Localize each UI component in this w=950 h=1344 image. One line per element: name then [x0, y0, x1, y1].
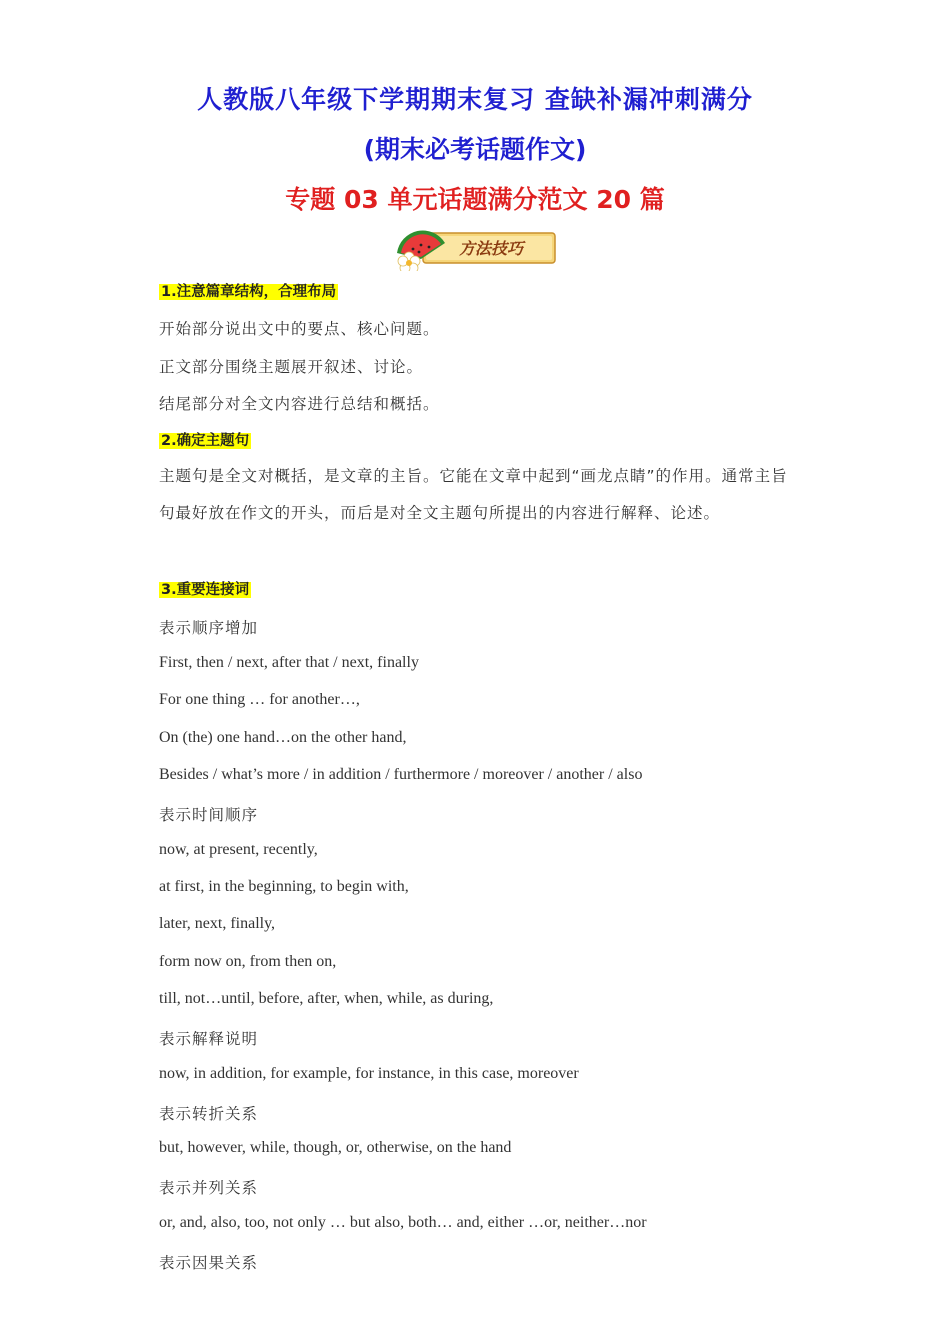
section-3-heading: 3.重要连接词	[161, 582, 250, 598]
category-contrast-line-1: but, however, while, though, or, otherwise, on the hand	[159, 1139, 512, 1156]
category-explain-line-1: now, in addition, for example, for instance, in this case, moreover	[159, 1065, 579, 1082]
category-time-line-1: now, at present, recently,	[159, 841, 318, 858]
method-badge	[393, 225, 559, 271]
section-1-para-1: 开始部分说出文中的要点、核心问题。	[159, 320, 440, 338]
section-1-heading: 1.注意篇章结构，合理布局	[161, 284, 337, 300]
category-order-label: 表示顺序增加	[159, 619, 259, 637]
category-time-line-3: later, next, finally,	[159, 915, 276, 932]
category-order-line-1: First, then / next, after that / next, finally	[159, 654, 419, 671]
category-order-line-4: Besides / what’s more / in addition / furthermore / moreover / another / also	[159, 766, 643, 783]
title-line-1: 人教版八年级下学期期末复习 查缺补漏冲刺满分	[197, 85, 753, 114]
section-1-para-2: 正文部分围绕主题展开叙述、讨论。	[159, 358, 424, 376]
badge-label: 方法技巧	[458, 239, 524, 258]
category-order-line-2: For one thing … for another…,	[159, 691, 360, 708]
category-time-line-2: at first, in the beginning, to begin with,	[159, 878, 409, 895]
category-time-line-4: form now on, from then on,	[159, 953, 337, 970]
category-order-line-3: On (the) one hand…on the other hand,	[159, 729, 407, 746]
category-time-label: 表示时间顺序	[159, 806, 259, 824]
category-parallel-line-1: or, and, also, too, not only … but also, both… and, either …or, neither…nor	[159, 1214, 647, 1231]
title-line-2: (期末必考话题作文)	[363, 135, 587, 164]
title-line-3: 专题 03 单元话题满分范文 20 篇	[285, 185, 665, 214]
section-1-para-3: 结尾部分对全文内容进行总结和概括。	[159, 395, 440, 413]
category-explain-label: 表示解释说明	[159, 1030, 259, 1048]
watermelon-flower-icon	[393, 225, 559, 271]
section-2-heading: 2.确定主题句	[161, 433, 250, 449]
section-2-para: 主题句是全文对概括，是文章的主旨。它能在文章中起到“画龙点睛”的作用。通常主旨句最好放在作文的开头，而后是对全文主题句所提出的内容进行解释、论述。	[159, 467, 788, 522]
category-time-line-5: till, not…until, before, after, when, while, as during,	[159, 990, 494, 1007]
category-cause-label: 表示因果关系	[159, 1254, 259, 1272]
category-contrast-label: 表示转折关系	[159, 1105, 259, 1123]
category-parallel-label: 表示并列关系	[159, 1179, 259, 1197]
